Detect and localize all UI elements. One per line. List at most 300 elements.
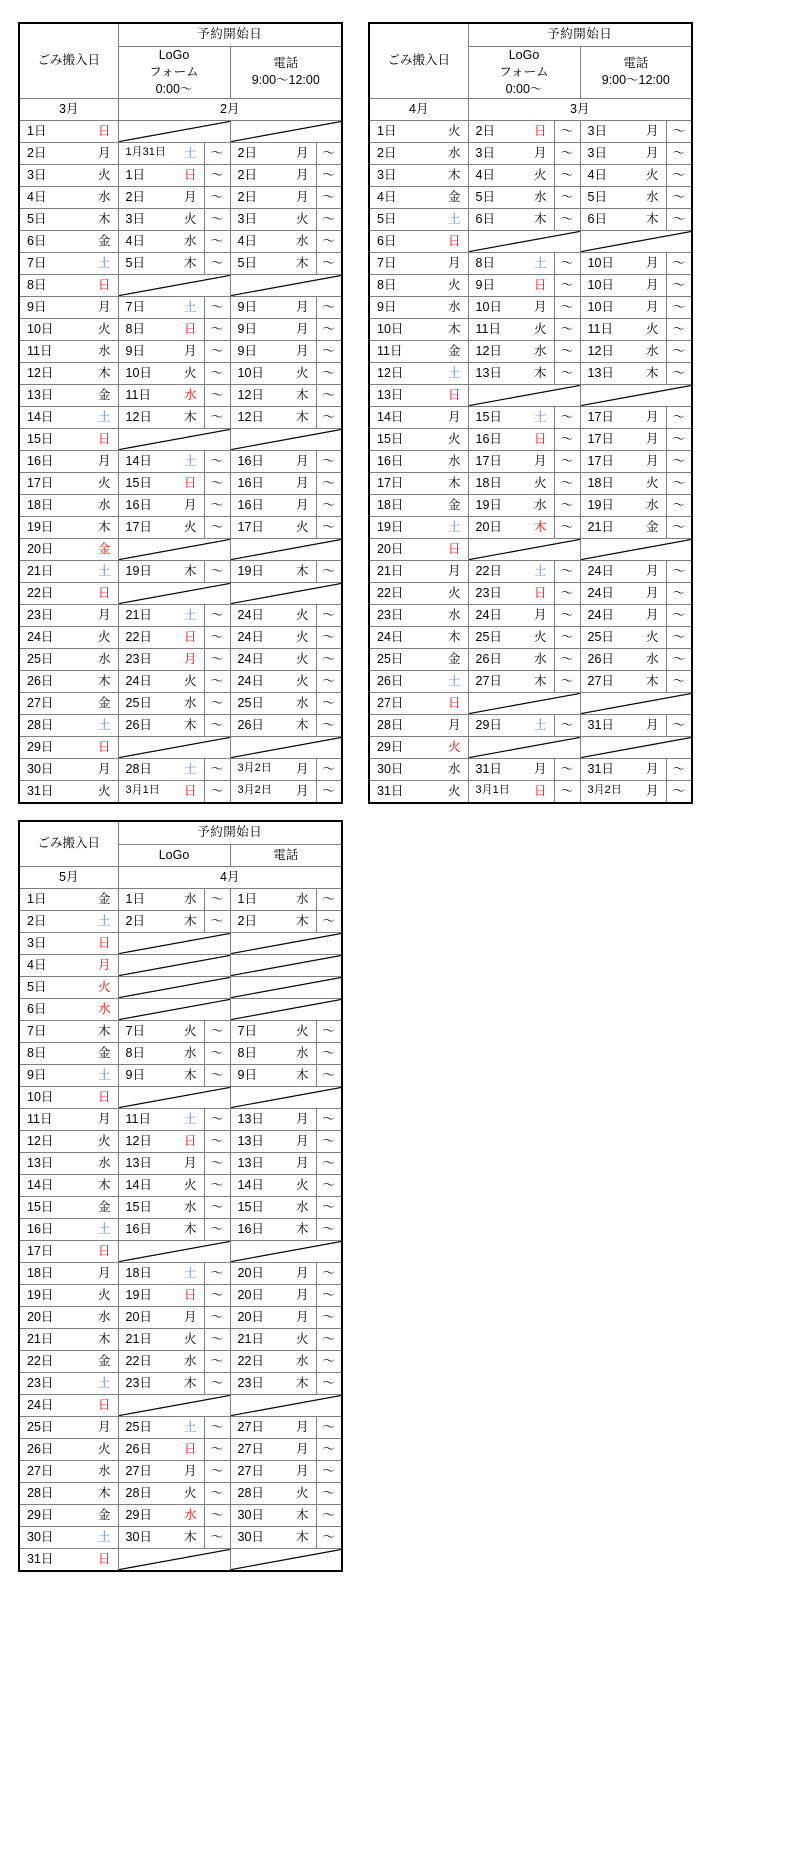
weekday-label: 金 bbox=[447, 189, 461, 204]
logo-start-date-cell bbox=[118, 472, 204, 494]
logo-range-tilde: 〜 bbox=[204, 186, 230, 208]
weekday-label: 木 bbox=[447, 629, 461, 644]
day-number: 8日 bbox=[475, 255, 495, 270]
weekday-label: 土 bbox=[533, 255, 547, 270]
weekday-label: 日 bbox=[533, 783, 547, 798]
waste-date-cell bbox=[369, 560, 468, 582]
day-number: 8日 bbox=[27, 277, 47, 292]
weekday-label: 火 bbox=[295, 629, 309, 644]
day-number: 24日 bbox=[27, 1397, 54, 1412]
logo-header-line-3: 0:00〜 bbox=[505, 81, 543, 96]
day-number: 5日 bbox=[27, 211, 47, 226]
table-row bbox=[369, 758, 692, 780]
phone-range-tilde: 〜 bbox=[316, 889, 342, 911]
waste-date-cell bbox=[19, 1263, 118, 1285]
day-number: 10日 bbox=[125, 365, 152, 380]
logo-range-tilde: 〜 bbox=[554, 186, 580, 208]
logo-start-date-cell bbox=[118, 1417, 204, 1439]
phone-range-tilde: 〜 bbox=[316, 450, 342, 472]
phone-header: 電話 bbox=[230, 845, 342, 867]
day-number: 20日 bbox=[237, 1309, 264, 1324]
table-row bbox=[19, 736, 342, 758]
weekday-label: 木 bbox=[295, 913, 309, 928]
table-row bbox=[19, 296, 342, 318]
phone-range-tilde: 〜 bbox=[316, 1065, 342, 1087]
phone-range-tilde: 〜 bbox=[316, 1263, 342, 1285]
logo-range-tilde: 〜 bbox=[204, 142, 230, 164]
logo-range-tilde: 〜 bbox=[554, 208, 580, 230]
phone-range-tilde: 〜 bbox=[666, 604, 692, 626]
phone-range-tilde: 〜 bbox=[666, 318, 692, 340]
phone-start-date-cell bbox=[230, 252, 316, 274]
day-number: 12日 bbox=[27, 1133, 54, 1148]
weekday-label: 月 bbox=[645, 607, 659, 622]
logo-unavailable-cell bbox=[118, 933, 230, 955]
weekday-label: 水 bbox=[183, 387, 197, 402]
day-number: 26日 bbox=[237, 717, 264, 732]
weekday-label: 水 bbox=[645, 189, 659, 204]
weekday-label: 水 bbox=[183, 1353, 197, 1368]
day-number: 16日 bbox=[237, 453, 264, 468]
weekday-label: 月 bbox=[295, 1111, 309, 1126]
logo-start-date-cell bbox=[118, 692, 204, 714]
day-number: 15日 bbox=[125, 475, 152, 490]
phone-range-tilde: 〜 bbox=[316, 142, 342, 164]
phone-unavailable-cell bbox=[230, 428, 342, 450]
day-number: 13日 bbox=[587, 365, 614, 380]
waste-date-cell bbox=[19, 648, 118, 670]
day-number: 16日 bbox=[125, 1221, 152, 1236]
weekday-label: 火 bbox=[97, 321, 111, 336]
weekday-label: 火 bbox=[183, 1177, 197, 1192]
day-number: 24日 bbox=[237, 651, 264, 666]
day-number: 12日 bbox=[237, 409, 264, 424]
logo-start-date-cell bbox=[118, 1527, 204, 1549]
phone-range-tilde: 〜 bbox=[666, 208, 692, 230]
weekday-label: 日 bbox=[97, 935, 111, 950]
logo-start-date-cell bbox=[468, 472, 554, 494]
day-number: 8日 bbox=[125, 321, 145, 336]
reserve-month-label: 2月 bbox=[118, 98, 342, 120]
weekday-label: 火 bbox=[183, 365, 197, 380]
phone-start-date-cell bbox=[230, 1373, 316, 1395]
logo-start-date-cell bbox=[118, 780, 204, 803]
day-number: 1日 bbox=[237, 891, 257, 906]
day-number: 3日 bbox=[27, 935, 47, 950]
phone-range-tilde: 〜 bbox=[666, 472, 692, 494]
weekday-label: 火 bbox=[645, 629, 659, 644]
weekday-label: 木 bbox=[295, 717, 309, 732]
waste-date-cell bbox=[19, 1175, 118, 1197]
logo-start-date-cell bbox=[468, 560, 554, 582]
table-row bbox=[19, 1065, 342, 1087]
logo-range-tilde: 〜 bbox=[204, 1483, 230, 1505]
phone-range-tilde: 〜 bbox=[316, 1285, 342, 1307]
day-number: 25日 bbox=[27, 1419, 54, 1434]
table-row bbox=[369, 472, 692, 494]
day-number: 29日 bbox=[27, 1507, 54, 1522]
logo-range-tilde: 〜 bbox=[554, 296, 580, 318]
day-number: 10日 bbox=[587, 299, 614, 314]
phone-start-date-cell bbox=[230, 889, 316, 911]
day-number: 29日 bbox=[27, 739, 54, 754]
day-number: 1月31日 bbox=[125, 146, 166, 159]
day-number: 20日 bbox=[237, 1265, 264, 1280]
day-number: 28日 bbox=[27, 717, 54, 732]
weekday-label: 月 bbox=[295, 475, 309, 490]
day-number: 11日 bbox=[377, 343, 403, 358]
weekday-label: 火 bbox=[645, 167, 659, 182]
day-number: 3日 bbox=[377, 167, 397, 182]
weekday-label: 火 bbox=[97, 475, 111, 490]
weekday-label: 水 bbox=[97, 1001, 111, 1016]
phone-start-date-cell bbox=[230, 1351, 316, 1373]
reservation-start-header: 予約開始日 bbox=[118, 23, 342, 47]
logo-start-date-cell bbox=[468, 120, 554, 142]
phone-range-tilde: 〜 bbox=[316, 670, 342, 692]
logo-range-tilde: 〜 bbox=[554, 362, 580, 384]
waste-month-label: 3月 bbox=[19, 98, 118, 120]
day-number: 10日 bbox=[27, 321, 54, 336]
phone-start-date-cell bbox=[580, 516, 666, 538]
table-row bbox=[19, 252, 342, 274]
weekday-label: 月 bbox=[447, 409, 461, 424]
logo-unavailable-cell bbox=[118, 955, 230, 977]
weekday-label: 木 bbox=[295, 409, 309, 424]
logo-start-date-cell bbox=[118, 714, 204, 736]
day-number: 18日 bbox=[587, 475, 614, 490]
weekday-label: 土 bbox=[97, 1529, 111, 1544]
weekday-label: 月 bbox=[295, 783, 309, 798]
table-row bbox=[19, 670, 342, 692]
weekday-label: 木 bbox=[97, 673, 111, 688]
day-number: 16日 bbox=[237, 497, 264, 512]
waste-date-cell bbox=[19, 911, 118, 933]
day-number: 13日 bbox=[377, 387, 404, 402]
table-row bbox=[19, 977, 342, 999]
weekday-label: 日 bbox=[447, 233, 461, 248]
day-number: 27日 bbox=[27, 1463, 54, 1478]
phone-range-tilde: 〜 bbox=[666, 670, 692, 692]
day-number: 24日 bbox=[587, 607, 614, 622]
waste-date-cell bbox=[369, 340, 468, 362]
day-number: 17日 bbox=[587, 431, 614, 446]
weekday-label: 水 bbox=[183, 891, 197, 906]
weekday-label: 木 bbox=[645, 211, 659, 226]
day-number: 20日 bbox=[125, 1309, 152, 1324]
table-row bbox=[369, 142, 692, 164]
table-row bbox=[19, 120, 342, 142]
waste-date-cell bbox=[19, 1131, 118, 1153]
waste-date-cell bbox=[19, 626, 118, 648]
day-number: 27日 bbox=[377, 695, 404, 710]
weekday-label: 月 bbox=[295, 1265, 309, 1280]
logo-unavailable-cell bbox=[118, 1549, 230, 1572]
waste-date-cell bbox=[369, 714, 468, 736]
weekday-label: 木 bbox=[97, 211, 111, 226]
logo-range-tilde: 〜 bbox=[204, 1329, 230, 1351]
weekday-label: 土 bbox=[97, 1375, 111, 1390]
day-number: 22日 bbox=[237, 1353, 264, 1368]
weekday-label: 火 bbox=[97, 783, 111, 798]
logo-header-line-1: LoGo bbox=[508, 48, 540, 62]
day-number: 2日 bbox=[475, 123, 495, 138]
logo-start-date-cell bbox=[118, 670, 204, 692]
phone-range-tilde: 〜 bbox=[316, 1439, 342, 1461]
logo-range-tilde: 〜 bbox=[204, 164, 230, 186]
table-row bbox=[369, 516, 692, 538]
table-row bbox=[369, 318, 692, 340]
table-row bbox=[369, 450, 692, 472]
waste-date-cell bbox=[19, 582, 118, 604]
day-number: 19日 bbox=[125, 1287, 152, 1302]
logo-unavailable-cell bbox=[118, 120, 230, 142]
phone-unavailable-cell bbox=[230, 274, 342, 296]
waste-date-cell bbox=[19, 714, 118, 736]
waste-date-cell bbox=[19, 1527, 118, 1549]
logo-range-tilde: 〜 bbox=[204, 230, 230, 252]
table-row bbox=[369, 208, 692, 230]
day-number: 19日 bbox=[125, 563, 152, 578]
day-number: 17日 bbox=[377, 475, 404, 490]
phone-unavailable-cell bbox=[580, 692, 692, 714]
logo-range-tilde: 〜 bbox=[554, 582, 580, 604]
weekday-label: 日 bbox=[97, 1089, 111, 1104]
day-number: 12日 bbox=[587, 343, 614, 358]
weekday-label: 火 bbox=[645, 321, 659, 336]
logo-unavailable-cell bbox=[468, 538, 580, 560]
logo-start-date-cell bbox=[468, 340, 554, 362]
weekday-label: 土 bbox=[183, 453, 197, 468]
day-number: 14日 bbox=[377, 409, 404, 424]
logo-start-date-cell bbox=[118, 626, 204, 648]
phone-header bbox=[230, 47, 342, 99]
weekday-label: 木 bbox=[295, 255, 309, 270]
table-row bbox=[369, 736, 692, 758]
weekday-label: 月 bbox=[447, 255, 461, 270]
day-number: 28日 bbox=[377, 717, 404, 732]
day-number: 2日 bbox=[237, 913, 257, 928]
weekday-label: 月 bbox=[645, 717, 659, 732]
table-row bbox=[369, 780, 692, 803]
day-number: 11日 bbox=[475, 321, 501, 336]
weekday-label: 月 bbox=[295, 1287, 309, 1302]
day-number: 21日 bbox=[27, 1331, 54, 1346]
day-number: 22日 bbox=[27, 585, 54, 600]
weekday-label: 日 bbox=[183, 167, 197, 182]
phone-start-date-cell bbox=[230, 1439, 316, 1461]
table-row bbox=[19, 538, 342, 560]
weekday-label: 火 bbox=[533, 167, 547, 182]
logo-unavailable-cell bbox=[118, 977, 230, 999]
day-number: 17日 bbox=[27, 1243, 54, 1258]
logo-start-date-cell bbox=[118, 230, 204, 252]
phone-start-date-cell bbox=[580, 208, 666, 230]
logo-range-tilde: 〜 bbox=[204, 1043, 230, 1065]
logo-range-tilde: 〜 bbox=[204, 406, 230, 428]
day-number: 26日 bbox=[27, 673, 54, 688]
waste-month-label: 4月 bbox=[369, 98, 468, 120]
logo-start-date-cell bbox=[468, 252, 554, 274]
weekday-label: 土 bbox=[447, 211, 461, 226]
phone-range-tilde: 〜 bbox=[666, 714, 692, 736]
phone-range-tilde: 〜 bbox=[316, 1109, 342, 1131]
logo-range-tilde: 〜 bbox=[204, 494, 230, 516]
weekday-label: 木 bbox=[97, 365, 111, 380]
day-number: 18日 bbox=[27, 497, 54, 512]
day-number: 17日 bbox=[587, 409, 614, 424]
logo-range-tilde: 〜 bbox=[204, 1219, 230, 1241]
phone-start-date-cell bbox=[230, 362, 316, 384]
phone-range-tilde: 〜 bbox=[316, 1527, 342, 1549]
phone-range-tilde: 〜 bbox=[316, 714, 342, 736]
weekday-label: 水 bbox=[97, 651, 111, 666]
weekday-label: 月 bbox=[645, 255, 659, 270]
day-number: 25日 bbox=[237, 695, 264, 710]
weekday-label: 月 bbox=[295, 189, 309, 204]
waste-date-cell bbox=[369, 780, 468, 803]
phone-start-date-cell bbox=[230, 186, 316, 208]
day-number: 8日 bbox=[237, 1045, 257, 1060]
logo-range-tilde: 〜 bbox=[204, 889, 230, 911]
phone-range-tilde: 〜 bbox=[666, 494, 692, 516]
weekday-label: 水 bbox=[295, 891, 309, 906]
weekday-label: 水 bbox=[295, 1353, 309, 1368]
table-row bbox=[19, 1329, 342, 1351]
weekday-label: 土 bbox=[533, 717, 547, 732]
day-number: 2日 bbox=[377, 145, 397, 160]
logo-header-line-3: 0:00〜 bbox=[155, 81, 193, 96]
table-row bbox=[19, 1417, 342, 1439]
logo-range-tilde: 〜 bbox=[204, 362, 230, 384]
weekday-label: 日 bbox=[97, 277, 111, 292]
day-number: 4日 bbox=[475, 167, 495, 182]
day-number: 25日 bbox=[377, 651, 404, 666]
logo-start-date-cell bbox=[468, 186, 554, 208]
day-number: 3月1日 bbox=[125, 784, 160, 797]
logo-start-date-cell bbox=[118, 186, 204, 208]
weekday-label: 木 bbox=[97, 1485, 111, 1500]
day-number: 24日 bbox=[125, 673, 152, 688]
waste-date-cell bbox=[19, 208, 118, 230]
table-row bbox=[369, 252, 692, 274]
weekday-label: 火 bbox=[645, 475, 659, 490]
waste-date-cell bbox=[369, 428, 468, 450]
weekday-label: 日 bbox=[183, 321, 197, 336]
day-number: 27日 bbox=[125, 1463, 152, 1478]
logo-range-tilde: 〜 bbox=[554, 340, 580, 362]
weekday-label: 月 bbox=[645, 783, 659, 798]
weekday-label: 木 bbox=[183, 913, 197, 928]
phone-start-date-cell bbox=[230, 1219, 316, 1241]
phone-start-date-cell bbox=[230, 648, 316, 670]
phone-start-date-cell bbox=[580, 252, 666, 274]
logo-range-tilde: 〜 bbox=[204, 560, 230, 582]
logo-start-date-cell bbox=[118, 1307, 204, 1329]
phone-start-date-cell bbox=[580, 362, 666, 384]
weekday-label: 水 bbox=[533, 497, 547, 512]
table-march bbox=[18, 22, 343, 804]
waste-date-cell bbox=[19, 1109, 118, 1131]
day-number: 27日 bbox=[27, 695, 54, 710]
logo-unavailable-cell bbox=[118, 1241, 230, 1263]
weekday-label: 日 bbox=[97, 1551, 111, 1566]
weekday-label: 火 bbox=[183, 1485, 197, 1500]
weekday-label: 土 bbox=[97, 717, 111, 732]
weekday-label: 火 bbox=[533, 475, 547, 490]
waste-date-header: ごみ搬入日 bbox=[19, 23, 118, 98]
weekday-label: 土 bbox=[97, 255, 111, 270]
weekday-label: 水 bbox=[183, 695, 197, 710]
weekday-label: 日 bbox=[183, 1287, 197, 1302]
table-row bbox=[369, 670, 692, 692]
reserve-month-label: 4月 bbox=[118, 867, 342, 889]
waste-date-cell bbox=[19, 1395, 118, 1417]
table-row bbox=[19, 1263, 342, 1285]
day-number: 2日 bbox=[237, 189, 257, 204]
day-number: 15日 bbox=[475, 409, 502, 424]
day-number: 21日 bbox=[377, 563, 404, 578]
day-number: 3月1日 bbox=[475, 784, 510, 797]
waste-date-cell bbox=[19, 780, 118, 803]
day-number: 21日 bbox=[587, 519, 614, 534]
weekday-label: 水 bbox=[645, 651, 659, 666]
phone-start-date-cell bbox=[580, 450, 666, 472]
logo-start-date-cell bbox=[118, 1505, 204, 1527]
weekday-label: 火 bbox=[295, 519, 309, 534]
day-number: 15日 bbox=[377, 431, 404, 446]
weekday-label: 土 bbox=[183, 1419, 197, 1434]
logo-start-date-cell bbox=[118, 1483, 204, 1505]
weekday-label: 月 bbox=[295, 1309, 309, 1324]
logo-start-date-cell bbox=[118, 340, 204, 362]
weekday-label: 木 bbox=[447, 321, 461, 336]
phone-start-date-cell bbox=[230, 1417, 316, 1439]
table-row bbox=[369, 428, 692, 450]
weekday-label: 水 bbox=[447, 607, 461, 622]
table-row bbox=[19, 428, 342, 450]
waste-date-cell bbox=[369, 758, 468, 780]
logo-range-tilde: 〜 bbox=[554, 252, 580, 274]
phone-range-tilde: 〜 bbox=[316, 406, 342, 428]
phone-range-tilde: 〜 bbox=[316, 340, 342, 362]
logo-unavailable-cell bbox=[468, 692, 580, 714]
day-number: 6日 bbox=[377, 233, 397, 248]
table-row bbox=[19, 1109, 342, 1131]
weekday-label: 土 bbox=[97, 913, 111, 928]
weekday-label: 水 bbox=[97, 1155, 111, 1170]
day-number: 24日 bbox=[377, 629, 404, 644]
table-row bbox=[369, 164, 692, 186]
logo-form-header bbox=[468, 47, 580, 99]
day-number: 11日 bbox=[27, 343, 53, 358]
phone-range-tilde: 〜 bbox=[666, 780, 692, 803]
day-number: 28日 bbox=[125, 761, 152, 776]
weekday-label: 月 bbox=[533, 299, 547, 314]
logo-start-date-cell bbox=[118, 1109, 204, 1131]
waste-date-cell bbox=[19, 1373, 118, 1395]
logo-start-date-cell bbox=[468, 582, 554, 604]
day-number: 5日 bbox=[27, 979, 47, 994]
phone-range-tilde: 〜 bbox=[666, 142, 692, 164]
phone-range-tilde: 〜 bbox=[316, 296, 342, 318]
day-number: 18日 bbox=[377, 497, 404, 512]
day-number: 30日 bbox=[27, 761, 54, 776]
table-row bbox=[19, 582, 342, 604]
logo-range-tilde: 〜 bbox=[554, 318, 580, 340]
day-number: 5日 bbox=[587, 189, 607, 204]
phone-range-tilde: 〜 bbox=[316, 1021, 342, 1043]
